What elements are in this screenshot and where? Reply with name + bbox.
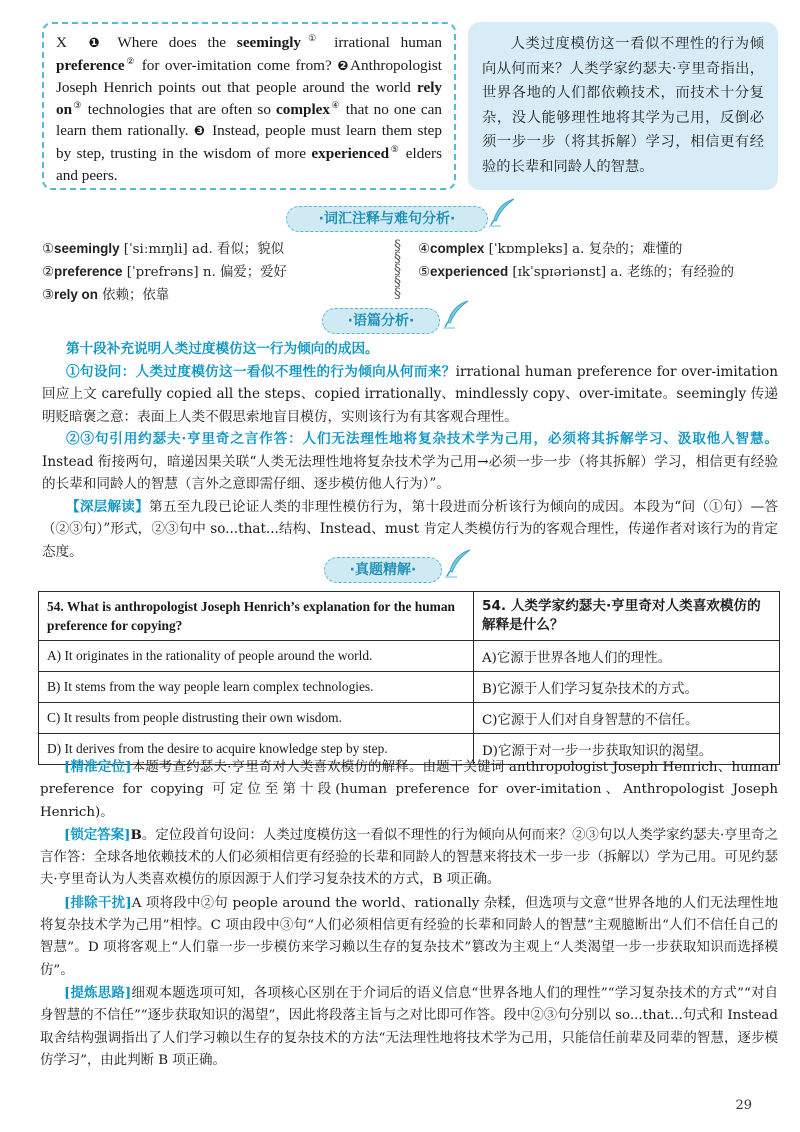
explain-text: 。定位段首句设问：人类过度模仿这一看似不理性的行为倾向从何而来？②③句以人类学家约瑟夫·亨里奇之言作答：全球各地依赖技术的人们必须相信更有经验的长辈和同龄人的智慧来将技术一步一步（拆解以）学为己用。可见约瑟夫·亨里奇认为人类喜欢模仿的原因源于人们学习复杂技术的方式，B 项正确。 <box>40 827 778 888</box>
analysis-text: irrational human preference for over-imitation回应上文 carefully copied all the steps、copied irrationally、mindlessly copy、over-imitate。seemingly 传递明贬暗褒之意：表面上人类不假思索地盲目模仿，实则该行为有其客观合理性。 <box>42 363 778 425</box>
vocab-item <box>42 261 392 284</box>
question-table <box>38 591 780 765</box>
footnote-mark: ③ <box>72 99 83 110</box>
passage-text: technologies that are often so <box>87 100 271 118</box>
passage-marker: X <box>56 34 67 51</box>
explain-locate <box>40 756 778 824</box>
option-row <box>39 672 780 703</box>
footnote-mark: ② <box>124 55 137 66</box>
explain-approach <box>40 982 778 1072</box>
section-header-analysis: ·语篇分析· <box>322 308 440 334</box>
quill-pen-icon <box>486 196 518 228</box>
analysis-intro: 第十段补充说明人类过度模仿这一行为倾向的成因。 <box>66 341 379 357</box>
explain-label: [精准定位] <box>64 759 132 775</box>
footnote-mark: ⑤ <box>389 143 401 154</box>
analysis-body <box>42 338 778 563</box>
option-c-zh: C)它源于人们对自身智慧的不信任。 <box>474 703 780 734</box>
vocab-item <box>418 261 778 284</box>
passage-text: Where does the <box>117 34 227 51</box>
page-number: 29 <box>735 1098 752 1113</box>
vocab-item <box>42 284 392 307</box>
analysis-heading: ②③句引用约瑟夫·亨里奇之言作答：人们无法理性地将复杂技术学为己用，必须将其拆解学习、汲取他人智慧。 <box>66 431 778 447</box>
vocab-word: seemingly <box>54 241 120 256</box>
explain-eliminate <box>40 892 778 982</box>
vocab-number: ④ <box>418 242 431 257</box>
deep-reading-label: 【深层解读】 <box>66 498 149 515</box>
vocab-number: ③ <box>42 288 55 303</box>
explanation-body <box>40 756 778 1072</box>
vocab-item <box>418 238 778 261</box>
question-zh: 54. 人类学家约瑟夫·亨里奇对人类喜欢模仿的解释是什么？ <box>474 592 780 641</box>
vocab-word: preference <box>54 264 123 279</box>
passage-text: that no one can learn them rationally. <box>56 100 443 140</box>
option-d-zh: D)它源于对一步一步获取知识的渴望。 <box>474 734 780 765</box>
option-d-en: D) It derives from the desire to acquire knowledge step by step. <box>39 734 474 765</box>
explain-label: [提炼思路] <box>64 984 132 1001</box>
question-en: 54. What is anthropologist Joseph Henrich’s explanation for the human preference for copying? <box>39 592 474 641</box>
passage-text: elders and peers. <box>56 144 442 184</box>
footnote-mark: ① <box>301 32 324 43</box>
keyword-experienced: experienced <box>311 144 390 162</box>
option-a-zh: A)它源于世界各地人们的理性。 <box>474 641 780 672</box>
explain-label: [排除干扰] <box>64 894 132 911</box>
sentence-number-1: ❶ <box>88 36 107 51</box>
vocab-definition: [ɪkˈspɪəriənst] a. 老练的；有经验的 <box>508 265 734 280</box>
option-row <box>39 703 780 734</box>
option-a-en: A) It originates in the rationality of people around the world. <box>39 641 474 672</box>
analysis-text: Instead 衔接两句，暗递因果关联“人类无法理性地将复杂技术学为己用→必须一步一步（将其拆解）学习，相信更有经验的长辈和同龄人的智慧（言外之意即需仔细、逐步模仿他人行为）”。 <box>42 453 778 492</box>
quill-pen-icon <box>440 298 472 330</box>
vocab-definition: [ˈprefrəns] n. 偏爱；爱好 <box>122 265 287 280</box>
translation-box: 人类过度模仿这一看似不理性的行为倾向从何而来？人类学家约瑟夫·亨里奇指出，世界各地的人们都依赖技术，而技术十分复杂，没人能够理性地将其学为己用，反倒必须一步一步（将其拆解）学习，相信更有经验的长辈和同龄人的智慧。 <box>468 22 778 190</box>
passage-box <box>42 22 456 190</box>
vocab-word: rely on <box>54 287 98 302</box>
vocab-number: ② <box>42 265 55 280</box>
analysis-text: 第五至九段已论证人类的非理性模仿行为，第十段进而分析该行为倾向的成因。本段为“问（①句）—答（②③句）”形式，②③句中 so...that...结构、Instead、must 肯定人类模仿行为的客观合理性，传递作者对该行为的肯定态度。 <box>42 498 778 560</box>
option-b-zh: B)它源于人们学习复杂技术的方式。 <box>474 672 780 703</box>
explain-label: [锁定答案] <box>64 826 131 843</box>
answer-letter: B <box>130 826 142 843</box>
analysis-para-3 <box>42 496 778 564</box>
section-header-vocab: ·词汇注释与难句分析· <box>286 206 488 232</box>
passage-text: Instead, people must learn them step by step, trusting in the wisdom of more <box>56 122 443 162</box>
question-row <box>39 592 780 641</box>
section-header-exam: ·真题精解· <box>324 557 442 583</box>
sentence-number-3: ❸ <box>194 124 207 140</box>
analysis-heading: ①句设问：人类过度模仿这一看似不理性的行为倾向从何而来？ <box>66 363 456 380</box>
option-row <box>39 641 780 672</box>
sentence-number-2: ❷ <box>337 58 351 74</box>
passage-text: irrational human <box>334 34 443 51</box>
analysis-para-2 <box>42 428 778 496</box>
vocab-word: complex <box>430 241 485 256</box>
passage-text: for over-imitation come from? <box>141 56 332 74</box>
analysis-para-1 <box>42 361 778 429</box>
vocab-number: ① <box>42 242 55 257</box>
vocab-right <box>418 238 778 284</box>
explain-text: 细观本题选项可知，各项核心区别在于介词后的语义信息“世界各地人们的理性”“学习复杂技术的方式”“对自身智慧的不信任”“逐步获取知识的渴望”，因此将段落主旨与之对比即可作答。段中②③句分别以 so...that...句式和 Instead 取舍结构强调指出了人们学习赖以生存的复杂技术的方法“无法理性地将技术学为己用，只能信任前辈及同辈的智慧，逐步模仿学习”，由此判断 B 项正确。 <box>40 985 779 1068</box>
vocab-word: experienced <box>430 264 509 279</box>
footnote-mark: ④ <box>330 99 341 110</box>
vocab-definition: 依赖；依靠 <box>97 288 170 303</box>
keyword-preference: preference <box>56 56 125 74</box>
vocab-left <box>42 238 392 307</box>
keyword-seemingly: seemingly <box>236 34 302 51</box>
vocab-item <box>42 238 392 261</box>
keyword-rely-on: rely on <box>56 79 443 118</box>
vocab-definition: [ˈsiːmɪŋli] ad. 看似；貌似 <box>119 242 285 257</box>
explain-text: 本题考查约瑟夫·亨里奇对人类喜欢模仿的解释。由题干关键词 anthropologist Joseph Henrich、human preference for copying 可定位至第十段(human preference for over-imitation、Anthropologist Joseph Henrich)。 <box>40 760 778 820</box>
quill-pen-icon <box>442 547 474 579</box>
option-c-en: C) It results from people distrusting their own wisdom. <box>39 703 474 734</box>
passage-text: Anthropologist Joseph Henrich points out that people around the world <box>56 56 443 97</box>
explain-text: A 项将段中②句 people around the world、rationally 杂糅，但选项与文意“世界各地的人们无法理性地将复杂技术学为己用”相悖。C 项由段中③句“人们必须相信更有经验的长辈和同龄人的智慧”主观臆断出“人们不信任自己的智慧”。D 项将客观上“人们靠一步一步模仿来学习赖以生存的复杂技术”篡改为主观上“人类渴望一步一步获取知识而选择模仿”。 <box>40 895 778 978</box>
explain-answer <box>40 824 778 892</box>
keyword-complex: complex <box>276 100 331 118</box>
option-b-en: B) It stems from the way people learn complex technologies. <box>39 672 474 703</box>
spring-divider: § § § § § <box>394 238 401 302</box>
vocab-definition: [ˈkɒmpleks] a. 复杂的；难懂的 <box>484 242 683 257</box>
vocab-number: ⑤ <box>418 265 431 280</box>
